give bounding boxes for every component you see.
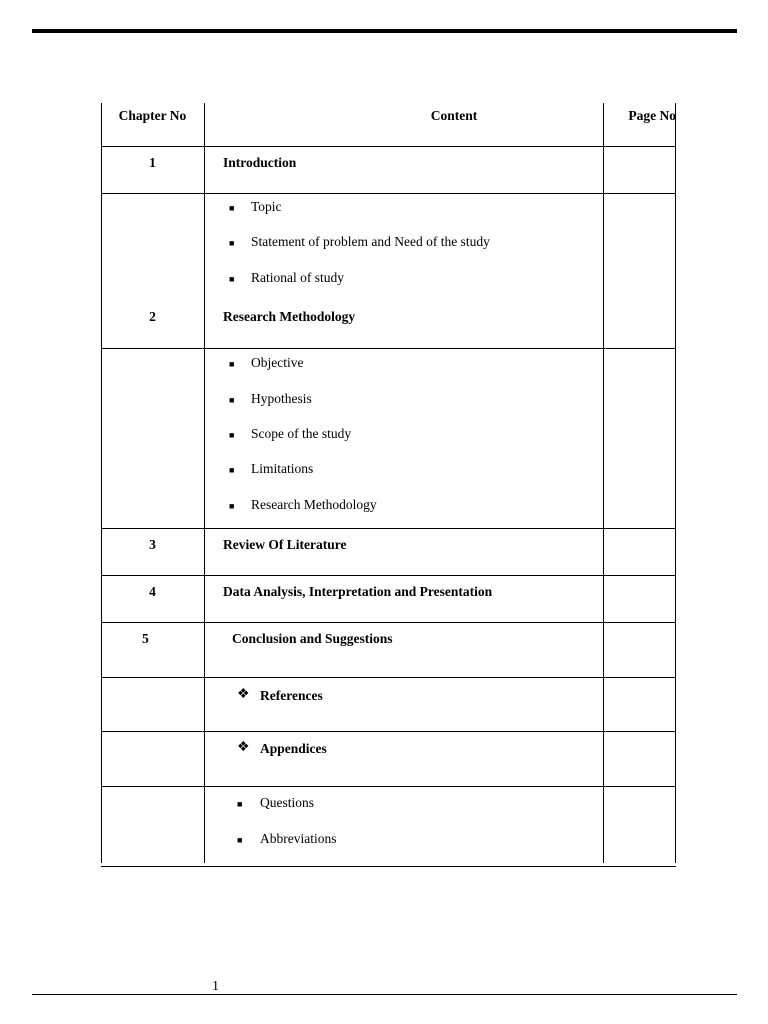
bullet-icon: ■ (229, 395, 235, 405)
header-chapter-no: Chapter No (118, 108, 187, 123)
chapter-title: Data Analysis, Interpretation and Presentation (223, 584, 493, 599)
chapter-number: 5 (142, 631, 149, 646)
bullet-icon: ■ (237, 799, 243, 809)
top-rule (32, 29, 737, 33)
chapter-number: 1 (149, 155, 156, 170)
chapter-title: Research Methodology (223, 309, 356, 324)
table-row-chapter-1 (101, 147, 676, 194)
section-title: References (260, 688, 323, 703)
bullet-icon: ■ (229, 430, 235, 440)
list-item: Statement of problem and Need of the study (251, 234, 490, 249)
list-item: Scope of the study (251, 426, 352, 441)
header-content: Content (430, 108, 478, 123)
table-row-chapter-2-items (101, 349, 676, 529)
bullet-icon: ■ (237, 835, 243, 845)
list-item: Topic (251, 199, 282, 214)
bullet-icon: ■ (229, 359, 235, 369)
table-row-chapter-5 (101, 623, 676, 678)
bullet-icon: ■ (229, 274, 235, 284)
bullet-icon: ■ (229, 203, 235, 213)
list-item: Objective (251, 355, 304, 370)
table-of-contents (101, 103, 676, 867)
bullet-icon: ■ (229, 465, 235, 475)
list-item: Hypothesis (251, 391, 312, 406)
bullet-icon: ■ (229, 501, 235, 511)
bottom-rule (32, 994, 737, 995)
table-row-chapter-4 (101, 576, 676, 623)
chapter-title: Review Of Literature (223, 537, 347, 552)
table-row-chapter-3 (101, 529, 676, 576)
list-item: Limitations (251, 461, 314, 476)
chapter-number: 4 (149, 584, 156, 599)
chapter-number: 2 (149, 309, 156, 324)
chapter-title: Conclusion and Suggestions (232, 631, 393, 646)
list-item: Abbreviations (260, 831, 337, 846)
list-item: Research Methodology (251, 497, 377, 512)
diamond-bullet-icon: ❖ (237, 687, 250, 702)
header-page-no: Page No (628, 108, 676, 123)
list-item: Rational of study (251, 270, 344, 285)
table-row-references (101, 678, 676, 732)
diamond-bullet-icon: ❖ (237, 740, 250, 755)
list-item: Questions (260, 795, 314, 810)
table-row-appendix-items (101, 787, 676, 867)
bullet-icon: ■ (229, 238, 235, 248)
table-header-row (101, 103, 676, 147)
table-row-appendices (101, 732, 676, 787)
table-row-chapter-1-items (101, 194, 676, 349)
chapter-title: Introduction (223, 155, 297, 170)
section-title: Appendices (260, 741, 327, 756)
chapter-number: 3 (149, 537, 156, 552)
page-number: 1 (212, 979, 219, 994)
